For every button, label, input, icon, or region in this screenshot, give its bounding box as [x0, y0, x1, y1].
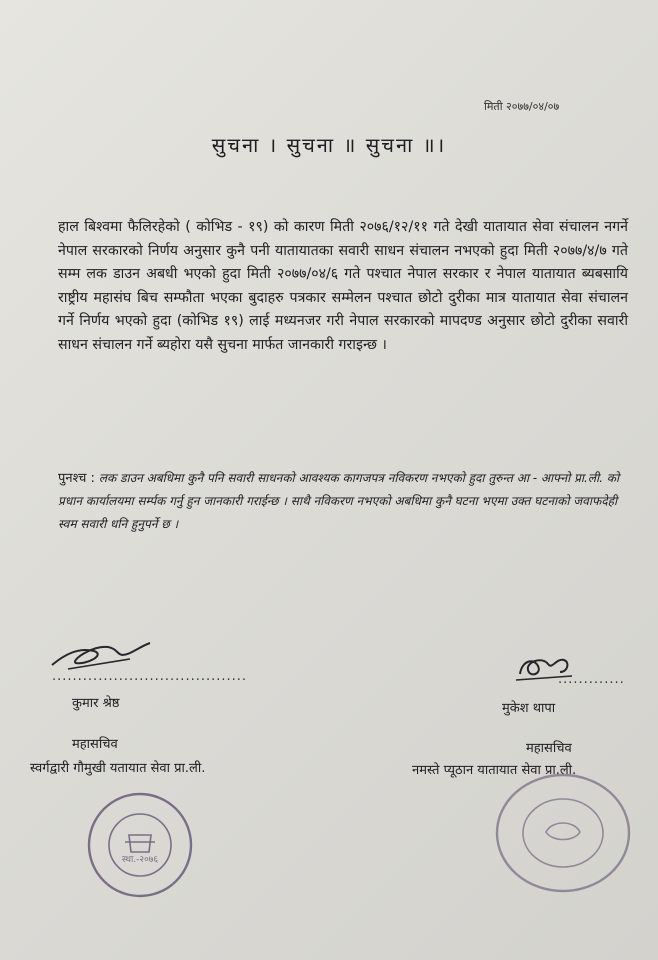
left-signatory-title: महासचिव [72, 737, 118, 752]
right-signatory-name: मुकेश थापा [502, 701, 556, 716]
left-signature-line: ...................................... [52, 669, 248, 684]
right-stamp-seal-icon [490, 768, 636, 898]
svg-text:स्था.-२०७६: स्था.-२०७६ [121, 855, 159, 865]
right-stamp [490, 768, 636, 898]
postscript-label: पुनश्च : [58, 471, 95, 486]
right-signatory-org: नमस्ते प्यूठान यातायात सेवा प्रा.ली. [412, 763, 577, 778]
left-signatory-name: कुमार श्रेष्ठ [72, 696, 120, 711]
right-signature-line: ............. [558, 672, 625, 687]
postscript [58, 467, 628, 536]
left-stamp [85, 790, 195, 900]
left-signatory-org: स्वर्गद्वारी गौमुखी यतायात सेवा प्रा.ली. [30, 761, 206, 776]
postscript-text: लक डाउन अबधिमा कुनै पनि सवारी साधनको आवश्यक कागजपत्र नविकरण नभएको हुदा तुरुन्त आ - आफ्नो प्रा.ली. को प्रधान कार्यालयमा सर्म्पक गर्नु हुन जानकारी गराईन्छ । साथै नविकरण नभएको अबधिमा कुनै घटना भएमा उक्त घटनाको जवाफदेही स्वम सवारी धनि हुनुपर्ने छ । [58, 471, 620, 531]
notice-date: मिती २०७७/०४/०७ [484, 100, 560, 113]
notice-body: हाल बिश्वमा फैलिरहेको ( कोभिड - १९) को कारण मिती २०७६/१२/११ गते देखी यातायात सेवा संचालन नगर्ने नेपाल सरकारको निर्णय अनुसार कुनै पनी यातायातका सवारी साधन संचालन नभएको हुदा मिती २०७७/४/७ गते सम्म लक डाउन अबधी भएको हुदा मिती २०७७/०४/६ गते पश्चात नेपाल सरकार र नेपाल यातायात ब्यबसायि राष्ट्रीय महासंघ बिच सम्फौता भएका बुदाहरु पत्रकार सम्मेलन पश्चात छोटो दुरीका मात्र यातायात सेवा संचालन गर्ने निर्णय भएको हुदा (कोभिड १९) लाई मध्यनजर गरी नेपाल सरकारको मापदण्ड अनुसार छोटो दुरीका सवारी साधन संचालन गर्ने ब्यहोरा यसै सुचना मार्फत जानकारी गराइन्छ । [58, 219, 628, 353]
left-signature-block [30, 635, 290, 785]
left-stamp-seal-icon [85, 790, 195, 900]
right-signatory-title: महासचिव [526, 741, 572, 756]
notice-heading: सुचना । सुचना ॥ सुचना ॥। [211, 133, 447, 157]
